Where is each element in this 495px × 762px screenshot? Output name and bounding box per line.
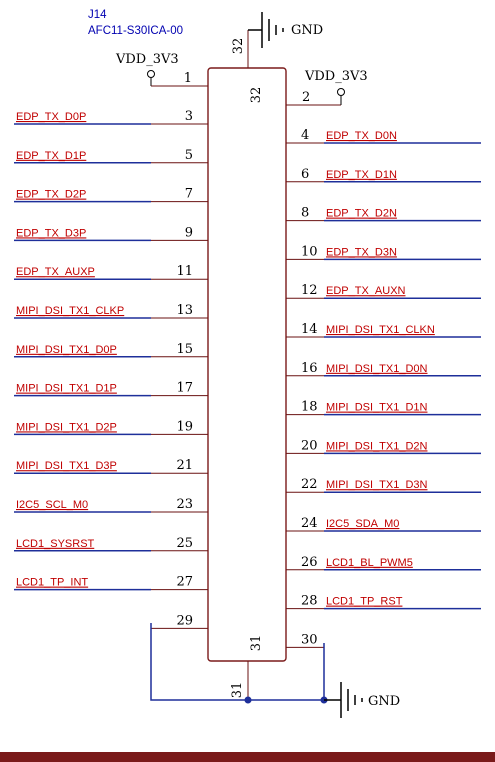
left-pin-3: [14, 109, 208, 124]
net-label: I2C5_SDA_M0: [326, 518, 400, 530]
right-pin-group: [286, 128, 481, 647]
net-label: MIPI_DSI_TX1_D0N: [326, 362, 428, 375]
left-pin-5: [14, 148, 208, 163]
pin-number: 16: [301, 360, 318, 376]
right-pin-10: [286, 244, 481, 259]
net-label: MIPI_DSI_TX1_D1N: [326, 401, 428, 414]
pin-number: 20: [301, 438, 318, 454]
pin-number: 4: [301, 128, 310, 143]
pin-number: 26: [301, 554, 318, 570]
right-pin-6: [286, 167, 481, 182]
right-pin-8: [286, 206, 481, 221]
net-label: MIPI_DSI_TX1_D2P: [16, 421, 117, 434]
net-label: MIPI_DSI_TX1_D0P: [16, 343, 117, 356]
pin-number: 21: [176, 458, 193, 474]
left-pin-9: [14, 225, 208, 240]
top-gnd-label: GND: [291, 23, 324, 38]
net-label: EDP_TX_D3P: [16, 227, 87, 240]
pin-number: 27: [176, 574, 193, 590]
body-pin-31-label: 31: [249, 634, 264, 652]
left-pin-13: [14, 303, 208, 318]
left-pin-27: [14, 575, 208, 590]
pin-number: 18: [301, 399, 318, 415]
left-pin-7: [14, 187, 208, 202]
vdd-left-symbol: [148, 71, 209, 87]
pin-number: 9: [184, 225, 193, 241]
right-pin-22: [286, 477, 481, 492]
left-pin-11: [14, 264, 208, 279]
right-pin-12: [286, 283, 481, 298]
pin-number: 19: [176, 419, 193, 435]
right-pin-18: [286, 400, 481, 415]
left-pin-25: [14, 536, 208, 551]
net-label: MIPI_DSI_TX1_CLKP: [16, 305, 125, 317]
right-pin-26: [286, 555, 481, 570]
left-pin-17: [14, 381, 208, 396]
pin-number: 15: [176, 341, 193, 357]
right-pin-30: [286, 632, 324, 647]
component-part: AFC11-S30ICA-00: [88, 25, 184, 37]
net-label: MIPI_DSI_TX1_D3P: [16, 460, 117, 473]
vdd-left-label: VDD_3V3: [116, 52, 179, 67]
pin-number: 12: [301, 283, 318, 299]
net-label: LCD1_SYSRST: [16, 537, 95, 550]
net-label: EDP_TX_D0N: [326, 130, 397, 142]
net-label: LCD1_BL_PWM5: [326, 556, 413, 569]
net-label: MIPI_DSI_TX1_D2N: [326, 440, 428, 453]
net-label: EDP_TX_D2N: [326, 207, 397, 220]
net-label: EDP_TX_D1N: [326, 168, 397, 181]
net-label: EDP_TX_AUXP: [16, 266, 95, 279]
right-pin-24: [286, 516, 481, 531]
pin-number: 17: [176, 380, 193, 396]
body-pin-32-label: 32: [249, 86, 264, 104]
left-pin-group: [14, 109, 208, 628]
net-label: EDP_TX_D2P: [16, 188, 87, 201]
net-label: EDP_TX_D0P: [16, 111, 87, 123]
left-pin-23: [14, 497, 208, 512]
pin-number: 14: [301, 322, 318, 337]
vdd-right-pin-number: 2: [302, 90, 311, 105]
pin-number: 30: [301, 632, 318, 648]
pin-number: 13: [176, 303, 193, 318]
net-label: LCD1_TP_INT: [16, 576, 89, 589]
pin-number: 6: [301, 166, 310, 182]
pin-number: 10: [301, 244, 318, 260]
bottom-gnd-pin-number: 31: [230, 681, 245, 699]
right-pin-16: [286, 361, 481, 376]
net-label: MIPI_DSI_TX1_D3N: [326, 479, 428, 492]
left-pin-19: [14, 419, 208, 434]
vdd-left-pin-number: 1: [183, 71, 192, 86]
left-pin-15: [14, 342, 208, 357]
bottom-gnd-label: GND: [368, 694, 401, 709]
pin-number: 28: [301, 593, 318, 609]
pin-number: 29: [176, 613, 193, 629]
left-pin-21: [14, 458, 208, 473]
junction-dot: [245, 697, 252, 704]
bottom-bar: [0, 752, 495, 762]
vdd-right-label: VDD_3V3: [305, 69, 368, 84]
right-pin-20: [286, 438, 481, 453]
net-label: LCD1_TP_RST: [326, 595, 403, 608]
left-pin-29: [151, 613, 208, 628]
right-pin-4: [286, 128, 481, 143]
pin-number: 24: [301, 516, 318, 531]
pin-number: 11: [176, 264, 193, 280]
right-pin-28: [286, 594, 481, 609]
right-pin-14: [286, 322, 481, 337]
net-label: EDP_TX_D3N: [326, 246, 397, 259]
pin-number: 7: [184, 186, 193, 202]
vdd-right-symbol: [286, 89, 345, 106]
pin-number: 23: [176, 497, 193, 512]
top-gnd-pin-number: 32: [231, 37, 246, 55]
component-ref: J14: [88, 9, 107, 21]
connector-body: [208, 68, 286, 661]
net-label: EDP_TX_D1P: [16, 149, 87, 162]
net-label: MIPI_DSI_TX1_CLKN: [326, 324, 435, 336]
bottom-gnd-symbol: [324, 682, 362, 718]
pin-number: 22: [301, 477, 318, 493]
pin-number: 25: [176, 535, 193, 551]
pin-number: 8: [301, 205, 310, 221]
top-gnd-symbol: [248, 12, 283, 68]
net-label: I2C5_SCL_M0: [16, 499, 89, 511]
net-label: MIPI_DSI_TX1_D1P: [16, 382, 117, 395]
pin-number: 5: [184, 147, 193, 163]
net-label: EDP_TX_AUXN: [326, 285, 406, 298]
pin-number: 3: [184, 109, 193, 124]
